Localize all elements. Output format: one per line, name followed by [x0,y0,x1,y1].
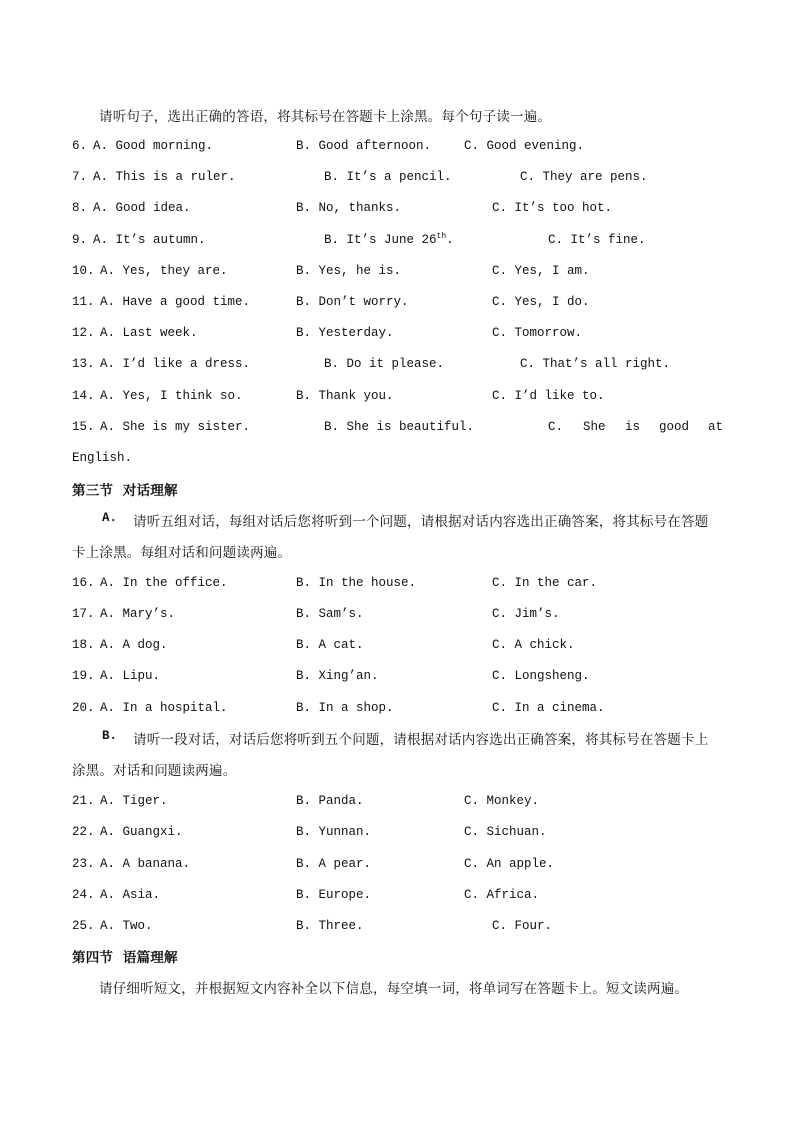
question-number: 12. [72,326,95,340]
option-a: A. Mary’s. [100,607,176,621]
option-c: C. A chick. [492,638,575,652]
option-a: A. This is a ruler. [93,170,236,184]
question-number: 7. [72,170,88,184]
question-number: 23. [72,857,95,871]
ordinal-suffix: th [436,231,447,241]
question-number: 6. [72,139,88,153]
option-a: A. A banana. [100,857,191,871]
question-number: 20. [72,701,95,715]
option-a: A. Tiger. [100,794,168,808]
option-c: C. Monkey. [464,794,540,808]
option-b: B. A cat. [296,638,364,652]
part-a-instruction-line1: 请听五组对话，每组对话后您将听到一个问题，请根据对话内容选出正确答案，将其标号在答题 [133,514,709,530]
option-c: C. Yes, I do. [492,295,590,309]
option-c: C. I’d like to. [492,389,605,403]
option-b: B. It’s June 26th. [324,231,454,247]
option-c: C. Good evening. [464,139,585,153]
option-b: B. Yesterday. [296,326,394,340]
option-b: B. A pear. [296,857,372,871]
option-b: B. Do it please. [324,357,445,371]
option-c: C. In the car. [492,576,598,590]
question-number: 10. [72,264,95,278]
section-4-title: 第四节 语篇理解 [72,950,178,966]
option-b: B. Europe. [296,888,372,902]
option-b: B. She is beautiful. [324,420,475,434]
question-number: 13. [72,357,95,371]
option-c: C. That’s all right. [520,357,671,371]
option-c: C. It’s too hot. [492,201,613,215]
option-b: B. Good afternoon. [296,139,432,153]
option-a: A. Last week. [100,326,198,340]
option-c: C. Four. [492,919,553,933]
question-number: 16. [72,576,95,590]
option-c: C. It’s fine. [548,233,646,247]
part-b-instruction-line2: 涂黑。对话和问题读两遍。 [72,763,237,779]
option-c-word: C. [548,420,564,434]
option-b: B. Three. [296,919,364,933]
option-c: C. Yes, I am. [492,264,590,278]
question-number: 24. [72,888,95,902]
question-number: 15. [72,420,95,434]
option-c: C. They are pens. [520,170,648,184]
option-a: A. Guangxi. [100,825,183,839]
option-c: C. An apple. [464,857,555,871]
option-b: B. No, thanks. [296,201,402,215]
option-a: A. Yes, I think so. [100,389,243,403]
option-b: B. In a shop. [296,701,394,715]
question-number: 14. [72,389,95,403]
option-a: A. Good morning. [93,139,214,153]
option-a: A. Yes, they are. [100,264,228,278]
option-b: B. Panda. [296,794,364,808]
option-a: A. In the office. [100,576,228,590]
question-number: 17. [72,607,95,621]
question-number: 9. [72,233,88,247]
section-4-instruction: 请仔细听短文，并根据短文内容补全以下信息，每空填一词，将单词写在答题卡上。短文读两遍。 [99,981,689,997]
part-a-instruction-line2: 卡上涂黑。每组对话和问题读两遍。 [72,545,292,561]
option-b: B. Xing’an. [296,669,379,683]
option-c-word: good [659,420,690,434]
section-3-title: 第三节 对话理解 [72,483,178,499]
option-c-word: She [583,420,606,434]
option-a: A. Two. [100,919,153,933]
option-a: A. Have a good time. [100,295,251,309]
option-c-word: is [625,420,641,434]
option-c: C. Tomorrow. [492,326,583,340]
option-b: B. Don’t worry. [296,295,409,309]
question-number: 11. [72,295,95,309]
option-a: A. Good idea. [93,201,191,215]
option-c: C. In a cinema. [492,701,605,715]
part-b-label: B. [102,729,118,743]
option-a: A. In a hospital. [100,701,228,715]
question-number: 22. [72,825,95,839]
option-b: B. Yes, he is. [296,264,402,278]
option-a: A. A dog. [100,638,168,652]
option-b: B. Yunnan. [296,825,372,839]
question-number: 25. [72,919,95,933]
option-c: C. Africa. [464,888,540,902]
option-b: B. Sam’s. [296,607,364,621]
part-b-instruction-line1: 请听一段对话，对话后您将听到五个问题，请根据对话内容选出正确答案，将其标号在答题卡上 [133,732,709,748]
option-a: A. Lipu. [100,669,161,683]
option-b: B. Thank you. [296,389,394,403]
option-c-continuation: English. [72,451,133,465]
question-number: 18. [72,638,95,652]
option-b: B. It’s a pencil. [324,170,452,184]
option-a: A. Asia. [100,888,161,902]
option-a: A. It’s autumn. [93,233,206,247]
option-c-word: at [708,420,724,434]
question-number: 8. [72,201,88,215]
option-a: A. I’d like a dress. [100,357,251,371]
option-a: A. She is my sister. [100,420,251,434]
option-c: C. Longsheng. [492,669,590,683]
question-number: 21. [72,794,95,808]
part-a-label: A. [102,511,118,525]
option-c: C. Jim’s. [492,607,560,621]
instruction-listening-sentences: 请听句子，选出正确的答语，将其标号在答题卡上涂黑。每个句子读一遍。 [99,109,552,125]
option-c: C. Sichuan. [464,825,547,839]
question-number: 19. [72,669,95,683]
option-b: B. In the house. [296,576,417,590]
